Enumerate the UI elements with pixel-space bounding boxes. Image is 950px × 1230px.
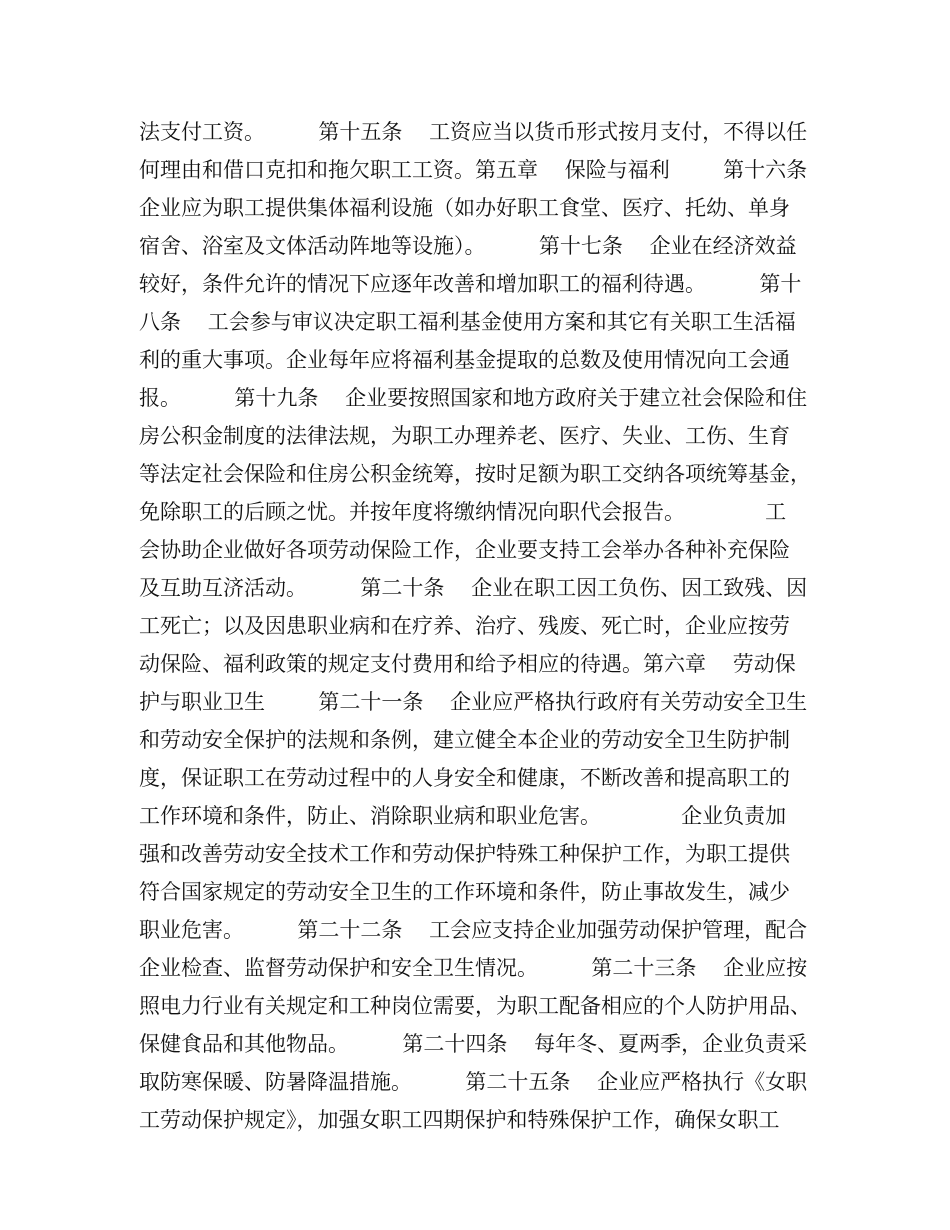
text-line: 符合国家规定的劳动安全卫生的工作环境和条件，防止事故发生，减少	[139, 880, 790, 904]
text-line: 及互助互济活动。 第二十条 企业在职工因工负伤、因工致残、因	[139, 576, 808, 600]
text-line: 照电力行业有关规定和工种岗位需要，为职工配备相应的个人防护用品、	[139, 994, 811, 1018]
text-line: 房公积金制度的法律法规，为职工办理养老、医疗、失业、工伤、生育	[139, 424, 790, 448]
text-line: 企业检查、监督劳动保护和安全卫生情况。 第二十三条 企业应按	[139, 956, 808, 980]
text-line: 利的重大事项。企业每年应将福利基金提取的总数及使用情况向工会通	[139, 348, 790, 372]
text-line: 八条 工会参与审议决定职工福利基金使用方案和其它有关职工生活福	[139, 310, 796, 334]
text-line: 报。 第十九条 企业要按照国家和地方政府关于建立社会保险和住	[139, 386, 808, 410]
text-line: 法支付工资。 第十五条 工资应当以货币形式按月支付，不得以任	[139, 120, 808, 144]
text-line: 动保险、福利政策的规定支付费用和给予相应的待遇。第六章 劳动保	[139, 652, 796, 676]
text-line: 何理由和借口克扣和拖欠职工工资。第五章 保险与福利 第十六条	[139, 158, 808, 182]
text-line: 工劳动保护规定》，加强女职工四期保护和特殊保护工作，确保女职工	[139, 1108, 780, 1132]
text-line: 宿舍、浴室及文体活动阵地等设施）。 第十七条 企业在经济效益	[139, 234, 797, 258]
text-line: 等法定社会保险和住房公积金统筹，按时足额为职工交纳各项统筹基金，	[139, 462, 811, 486]
text-line: 企业应为职工提供集体福利设施（如办好职工食堂、医疗、托幼、单身	[139, 196, 790, 220]
text-line: 职业危害。 第二十二条 工会应支持企业加强劳动保护管理，配合	[139, 918, 808, 942]
text-line: 工作环境和条件，防止、消除职业病和职业危害。 企业负责加	[139, 804, 787, 828]
text-line: 度，保证职工在劳动过程中的人身安全和健康，不断改善和提高职工的	[139, 766, 790, 790]
text-line: 工死亡；以及因患职业病和在疗养、治疗、残废、死亡时，企业应按劳	[139, 614, 790, 638]
text-line: 强和改善劳动安全技术工作和劳动保护特殊工种保护工作，为职工提供	[139, 842, 790, 866]
text-line: 保健食品和其他物品。 第二十四条 每年冬、夏两季，企业负责采	[139, 1032, 808, 1056]
text-line: 取防寒保暖、防暑降温措施。 第二十五条 企业应严格执行《女职	[139, 1070, 808, 1094]
text-line: 较好，条件允许的情况下应逐年改善和增加职工的福利待遇。 第十	[139, 272, 802, 296]
text-line: 和劳动安全保护的法规和条例，建立健全本企业的劳动安全卫生防护制	[139, 728, 790, 752]
document-body-text	[139, 113, 819, 1139]
text-line: 免除职工的后顾之忧。并按年度将缴纳情况向职代会报告。 工	[139, 500, 787, 524]
text-line: 会协助企业做好各项劳动保险工作，企业要支持工会举办各种补充保险	[139, 538, 790, 562]
text-line: 护与职业卫生 第二十一条 企业应严格执行政府有关劳动安全卫生	[139, 690, 808, 714]
